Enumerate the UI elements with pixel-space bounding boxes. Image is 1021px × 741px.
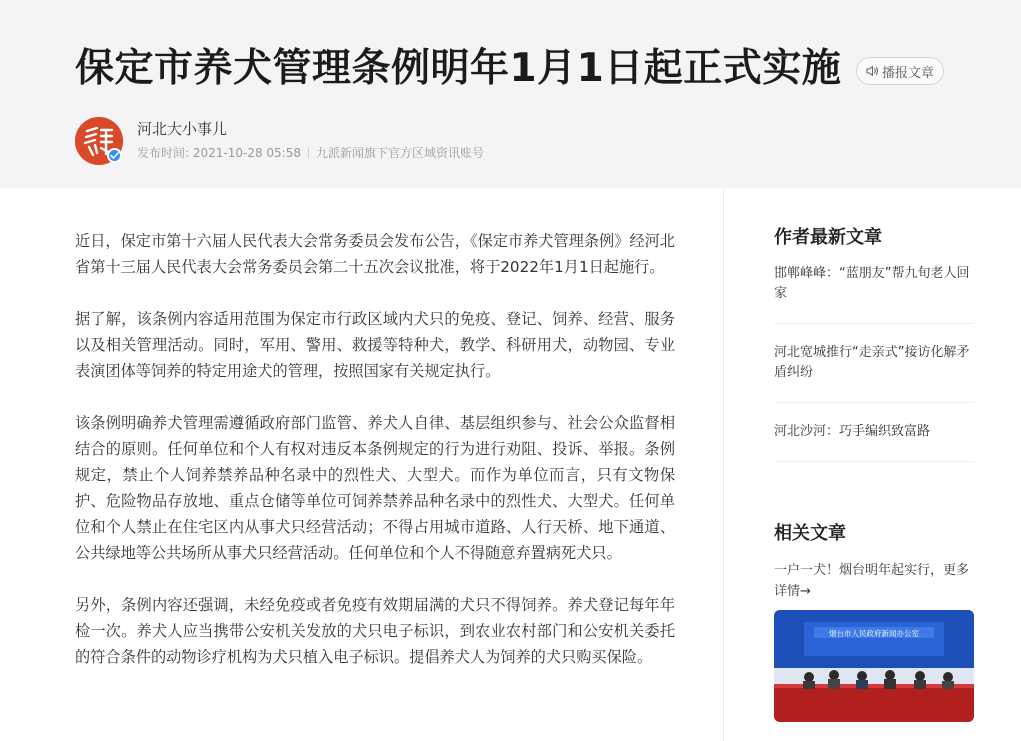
related-article-link[interactable]: 一户一犬！烟台明年起实行，更多详情→ xyxy=(774,563,970,599)
article-body xyxy=(75,228,675,696)
article-paragraph: 该条例明确养犬管理需遵循政府部门监管、养犬人自律、基层组织参与、社会公众监督相结合的原则。任何单位和个人有权对违反本条例规定的行为进行劝阻、投诉、举报。条例规定，禁止个人饲养禁养品种名录中的烈性犬、大型犬。而作为单位而言，只有文物保护、危险物品存放地、重点仓储等单位可饲养禁养品种名录中的烈性犬、大型犬。任何单位和个人禁止在住宅区内从事犬只经营活动；不得占用城市道路、人行天桥、地下通道、公共绿地等公共场所从事犬只经营活动。任何单位和个人不得随意弃置病死犬只。 xyxy=(75,414,675,562)
author-name[interactable]: 河北大小事儿 xyxy=(137,120,228,138)
latest-article-link[interactable]: 河北宽城推行“走亲式”接访化解矛盾纠纷 xyxy=(774,343,974,403)
article-paragraph: 近日，保定市第十六届人民代表大会常务委员会发布公告，《保定市养犬管理条例》经河北省第十三届人民代表大会常务委员会第二十五次会议批准，将于2022年1月1日起施行。 xyxy=(75,232,675,276)
latest-articles-panel xyxy=(774,224,974,462)
listen-article-button[interactable] xyxy=(856,57,944,85)
verified-check-icon xyxy=(110,152,119,159)
article-paragraph: 另外，条例内容还强调，未经免疫或者免疫有效期届满的犬只不得饲养。养犬登记每年年检一次。养犬人应当携带公安机关发放的犬只电子标识，到农业农村部门和公安机关委托的符合条件的动物诊疗机构为犬只植入电子标识。提倡养犬人为饲养的犬只购买保险。 xyxy=(75,596,675,666)
latest-article-link[interactable]: 邯郸峰峰：“蓝朋友”帮九旬老人回家 xyxy=(774,264,974,324)
article-title: 保定市养犬管理条例明年1月1日起正式实施 xyxy=(75,46,842,91)
listen-article-label: 播报文章 xyxy=(881,65,934,81)
meta-divider xyxy=(308,147,309,158)
related-articles-heading: 相关文章 xyxy=(774,523,846,544)
related-image-caption: 烟台市人民政府新闻办公室 xyxy=(829,629,919,638)
speaker-icon xyxy=(866,65,879,77)
latest-articles-heading: 作者最新文章 xyxy=(774,227,882,248)
column-divider xyxy=(723,188,724,741)
article-meta xyxy=(137,144,484,161)
article-header xyxy=(0,0,1021,188)
verified-badge xyxy=(107,148,122,163)
article-paragraph: 据了解，该条例内容适用范围为保定市行政区域内犬只的免疫、登记、饲养、经营、服务以及相关管理活动。同时，军用、警用、救援等特种犬，教学、科研用犬，动物园、专业表演团体等饲养的特定用途犬的管理，按照国家有关规定执行。 xyxy=(75,310,675,380)
publish-time: 发布时间: 2021-10-28 05:58 xyxy=(137,146,301,160)
latest-articles-list xyxy=(774,264,974,462)
related-article-image[interactable] xyxy=(774,610,974,722)
latest-article-link[interactable]: 河北沙河：巧手编织致富路 xyxy=(774,422,974,462)
related-articles-panel xyxy=(774,520,974,722)
author-description: 九派新闻旗下官方区域资讯账号 xyxy=(316,146,485,160)
